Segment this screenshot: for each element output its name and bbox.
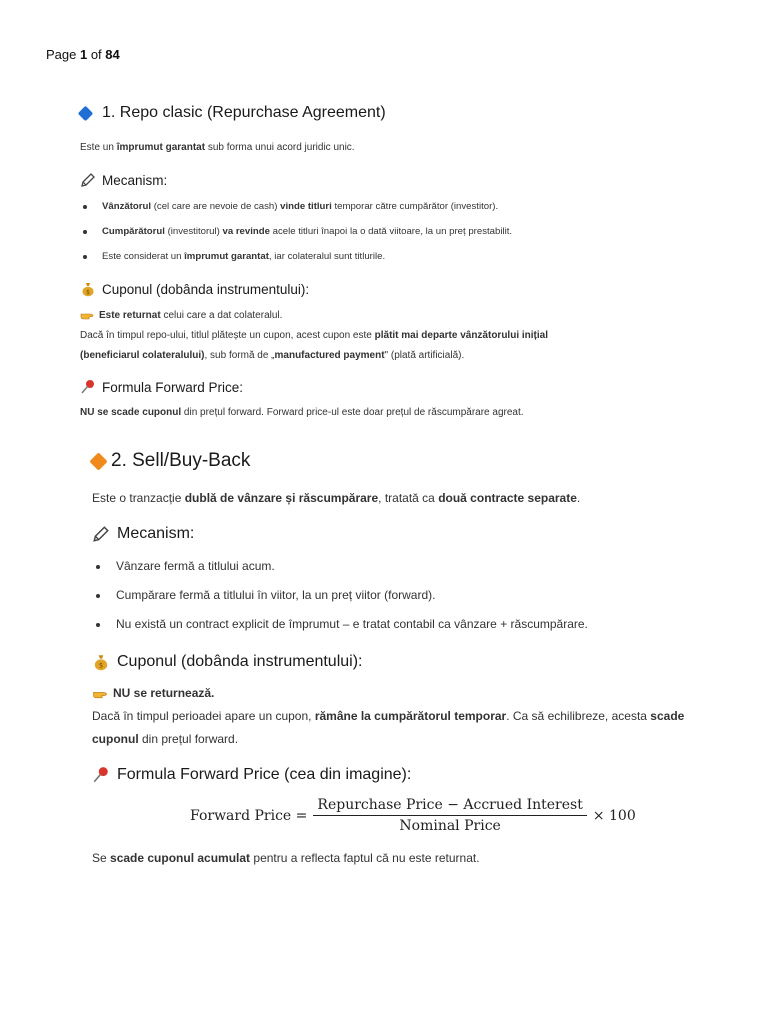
- section-1-formula-line: NU se scade cuponul din prețul forward. Forward price-ul este doar prețul de răscumpărare agreat.: [80, 407, 524, 418]
- section-2-cupon-line-2: Dacă în timpul perioadei apare un cupon, rămâne la cumpărătorul temporar. Ca să echilibreze, acesta scade: [92, 709, 685, 723]
- section-2-cupon-line-3: cuponul din prețul forward.: [92, 732, 239, 746]
- forward-price-formula: [190, 797, 636, 834]
- formula-lhs: Forward Price =: [190, 807, 308, 824]
- formula-fraction: [313, 797, 586, 834]
- orange-diamond-icon: [89, 452, 107, 470]
- section-1-cupon-line-1: Este returnat celui care a dat colateralul.: [80, 309, 282, 321]
- formula-factor: × 100: [592, 807, 636, 824]
- section-1-cupon-line-2: Dacă în timpul repo-ului, titlul plătește un cupon, acest cupon este plătit mai departe vânzătorului inițial: [80, 330, 548, 341]
- svg-text:$: $: [86, 289, 90, 296]
- section-1-cupon-line-3: (beneficiarul colateralului), sub formă de „manufactured payment" (plată artificială).: [80, 350, 465, 361]
- pointing-hand-icon: [80, 309, 94, 321]
- cupon-title-text: Cuponul (dobânda instrumentului):: [102, 281, 310, 297]
- section-2-title: [92, 450, 250, 472]
- cupon-title-text: Cuponul (dobânda instrumentului):: [117, 653, 363, 670]
- svg-text:$: $: [98, 661, 104, 670]
- pencil-icon: [92, 525, 110, 543]
- section-1-formula-heading: [80, 379, 243, 395]
- section-1-intro: Este un împrumut garantat sub forma unui acord juridic unic.: [80, 142, 355, 153]
- section-1-mecanism-heading: [80, 172, 167, 188]
- list-item: Nu există un contract explicit de împrumut – e tratat contabil ca vânzare + răscumpărare.: [92, 617, 588, 646]
- section-2-closing: Se scade cuponul acumulat pentru a reflecta faptul că nu este returnat.: [92, 851, 480, 865]
- list-item: Cumpărătorul (investitorul) va revinde acele titluri înapoi la o dată viitoare, la un preț prestabilit.: [80, 226, 512, 251]
- page-number: Page 1 of 84: [46, 47, 120, 62]
- mecanism-title-text: Mecanism:: [102, 172, 168, 188]
- section-2-formula-heading: [92, 766, 411, 784]
- list-item: Cumpărare fermă a titlului în viitor, la un preț viitor (forward).: [92, 588, 588, 617]
- formula-denominator: Nominal Price: [399, 818, 501, 834]
- list-item: Este considerat un împrumut garantat, iar colateralul sunt titlurile.: [80, 251, 512, 276]
- list-item: Vânzătorul (cel care are nevoie de cash) vinde titluri temporar către cumpărător (investitor).: [80, 201, 512, 226]
- formula-numerator: Repurchase Price − Accrued Interest: [313, 797, 586, 816]
- section-2-cupon-line-1: NU se returnează.: [92, 686, 214, 700]
- formula-title-text: Formula Forward Price (cea din imagine):: [117, 766, 412, 783]
- pointing-hand-icon: [92, 687, 108, 700]
- mecanism-title-text: Mecanism:: [117, 525, 195, 542]
- formula-title-text: Formula Forward Price:: [102, 379, 244, 395]
- pushpin-icon: [92, 766, 110, 784]
- section-1-title: [80, 104, 386, 122]
- section-2-intro: Este o tranzacție dublă de vânzare și răscumpărare, tratată ca două contracte separate.: [92, 491, 581, 505]
- section-2-cupon-heading: [92, 653, 362, 671]
- money-bag-icon: [80, 281, 96, 297]
- section-1-title-text: 1. Repo clasic (Repurchase Agreement): [102, 104, 386, 121]
- pencil-icon: [80, 172, 96, 188]
- section-2-mecanism-heading: [92, 525, 194, 543]
- section-1-mecanism-list: [80, 201, 512, 276]
- section-1-cupon-heading: [80, 281, 309, 297]
- list-item: Vânzare fermă a titlului acum.: [92, 559, 588, 588]
- money-bag-icon: [92, 653, 110, 671]
- section-2-mecanism-list: [92, 559, 588, 646]
- section-2-title-text: 2. Sell/Buy-Back: [111, 450, 251, 471]
- pushpin-icon: [80, 379, 96, 395]
- blue-diamond-icon: [78, 105, 94, 121]
